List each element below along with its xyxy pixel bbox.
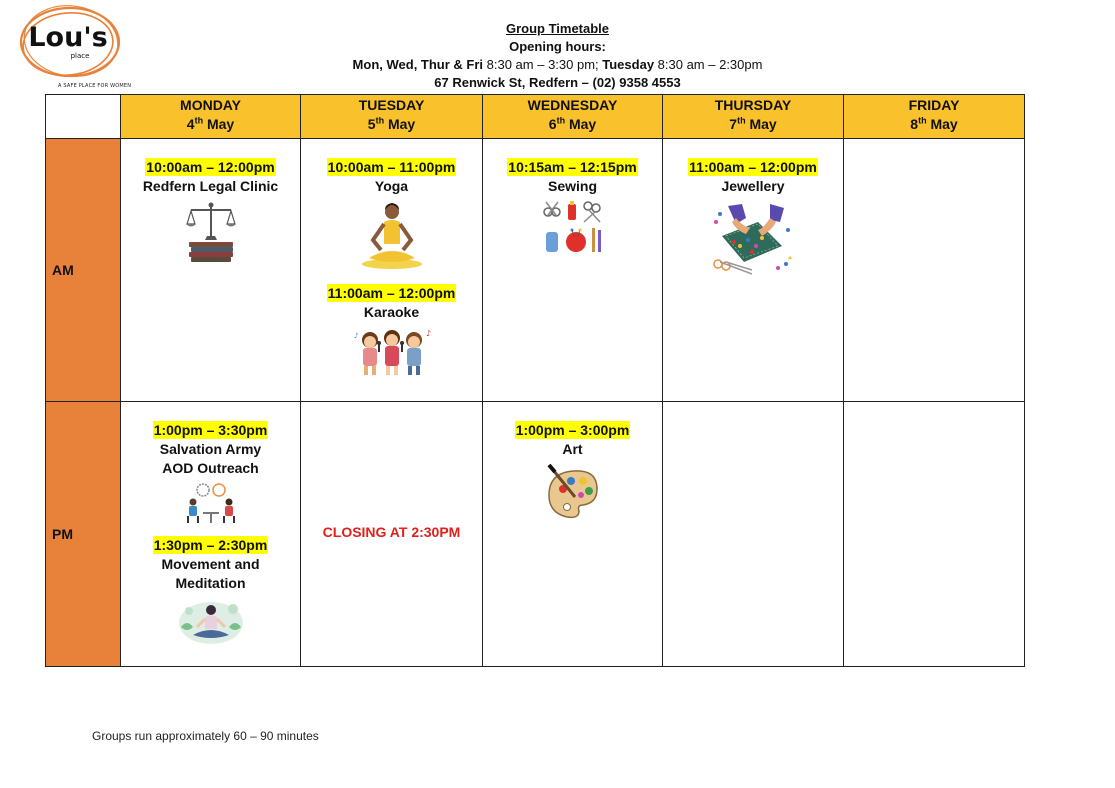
- slot-label-pm: PM: [46, 402, 121, 667]
- hours-days-time: 8:30 am – 3:30 pm;: [483, 57, 603, 72]
- cell-monday-am: [121, 139, 301, 402]
- jewellery-icon: [712, 200, 794, 278]
- yoga-icon: [359, 200, 425, 270]
- logo-circle-icon: [14, 4, 124, 90]
- page-header: [300, 20, 815, 92]
- hours-days: Mon, Wed, Thur & Fri: [352, 57, 484, 72]
- cell-monday-pm: [121, 402, 301, 667]
- event-name: Yoga: [374, 178, 409, 194]
- opening-hours-label: Opening hours:: [509, 39, 606, 54]
- logo-tagline: A SAFE PLACE FOR WOMEN: [58, 83, 132, 89]
- event-time: 11:00am – 12:00pm: [689, 159, 817, 175]
- svg-text:♪: ♪: [353, 332, 358, 340]
- cell-thursday-pm: [663, 402, 844, 667]
- day-header-thursday: THURSDAY 7th May: [663, 95, 844, 139]
- event-yoga: [301, 158, 482, 270]
- hours-tuesday: Tuesday: [602, 57, 655, 72]
- event-time: 10:00am – 11:00pm: [327, 159, 456, 175]
- logo-wordmark: Lou's: [28, 22, 108, 53]
- event-legal-clinic: [121, 158, 300, 266]
- event-time: 1:30pm – 2:30pm: [153, 537, 268, 553]
- cell-wednesday-am: [483, 139, 663, 402]
- am-row: [46, 139, 1025, 402]
- event-name: Jewellery: [721, 178, 785, 194]
- art-palette-icon: [545, 463, 601, 521]
- event-name: Karaoke: [363, 304, 420, 320]
- footer-note: Groups run approximately 60 – 90 minutes: [92, 729, 319, 743]
- event-karaoke: [301, 284, 482, 376]
- closing-notice: CLOSING AT 2:30PM: [322, 524, 461, 540]
- cell-tuesday-pm: [301, 402, 483, 667]
- cell-friday-am: [844, 139, 1025, 402]
- event-name-line-1: Salvation Army: [159, 441, 262, 457]
- lous-place-logo: [14, 4, 132, 90]
- corner-cell: [46, 95, 121, 139]
- cell-friday-pm: [844, 402, 1025, 667]
- day-header-monday: MONDAY 4th May: [121, 95, 301, 139]
- event-time: 10:00am – 12:00pm: [146, 159, 275, 175]
- page-title: Group Timetable: [505, 21, 610, 36]
- event-name-line-1: Movement and: [161, 556, 260, 572]
- event-name: Sewing: [547, 178, 597, 194]
- event-salvation-army: [121, 421, 300, 524]
- event-jewellery: [663, 158, 843, 278]
- hours-tuesday-time: 8:30 am – 2:30pm: [654, 57, 763, 72]
- day-header-wednesday: WEDNESDAY 6th May: [483, 95, 663, 139]
- svg-text:♪: ♪: [425, 329, 431, 338]
- event-name: Redfern Legal Clinic: [142, 178, 279, 194]
- event-name-line-2: Meditation: [175, 575, 246, 591]
- event-sewing: [483, 158, 662, 256]
- event-name: Art: [562, 441, 583, 457]
- day-header-tuesday: TUESDAY 5th May: [301, 95, 483, 139]
- karaoke-icon: [352, 326, 432, 376]
- scales-of-justice-icon: [185, 200, 237, 266]
- logo-sub: place: [70, 52, 90, 60]
- pm-row: [46, 402, 1025, 667]
- slot-label-am: AM: [46, 139, 121, 402]
- timetable: [45, 94, 1025, 667]
- event-time: 10:15am – 12:15pm: [508, 159, 637, 175]
- meditation-icon: [177, 597, 245, 645]
- cell-tuesday-am: [301, 139, 483, 402]
- timetable-header-row: [46, 95, 1025, 139]
- event-time: 11:00am – 12:00pm: [327, 285, 456, 301]
- event-name-line-2: AOD Outreach: [162, 460, 259, 476]
- cell-thursday-am: [663, 139, 844, 402]
- event-movement-meditation: [121, 536, 300, 645]
- address: 67 Renwick St, Redfern – (02) 9358 4553: [434, 75, 681, 90]
- cell-wednesday-pm: [483, 402, 663, 667]
- event-time: 1:00pm – 3:00pm: [515, 422, 630, 438]
- opening-hours-line: [300, 56, 815, 74]
- counselling-icon: [185, 482, 237, 524]
- event-time: 1:00pm – 3:30pm: [153, 422, 268, 438]
- sewing-icon: [540, 200, 606, 256]
- event-art: [483, 421, 662, 521]
- day-header-friday: FRIDAY 8th May: [844, 95, 1025, 139]
